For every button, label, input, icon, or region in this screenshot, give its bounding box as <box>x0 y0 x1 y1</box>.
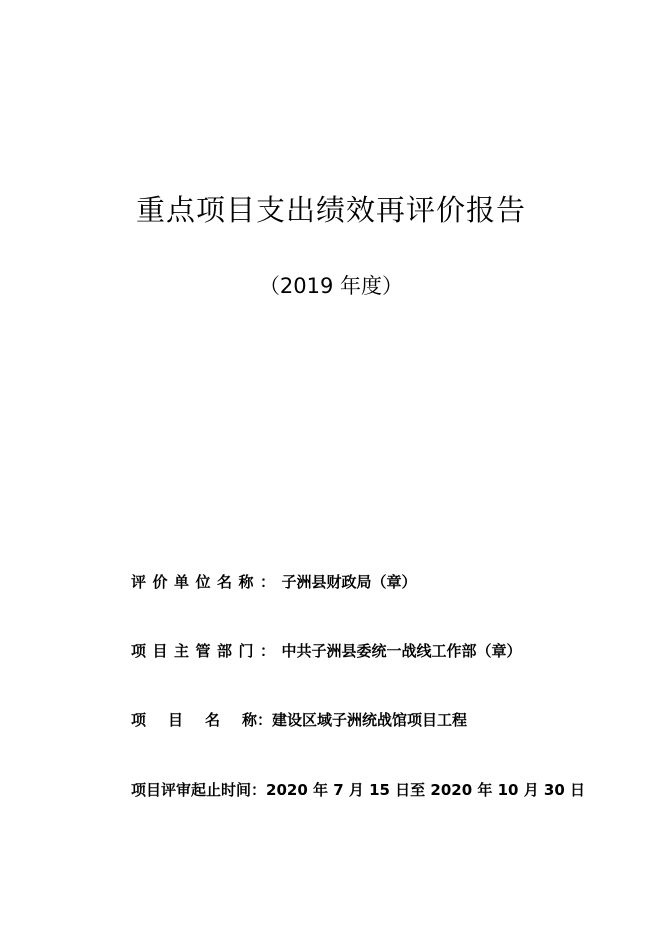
document-year: （2019 年度） <box>258 274 404 298</box>
supervisor-label: 项目主管部门： <box>131 642 282 660</box>
project-row <box>131 709 467 731</box>
project-label <box>131 709 272 731</box>
supervisor-value: 中共子洲县委统一战线工作部（章） <box>281 642 522 660</box>
document-title: 重点项目支出绩效再评价报告 <box>135 193 526 227</box>
supervisor-row <box>131 640 522 662</box>
project-label-char: 项 <box>131 711 147 729</box>
evaluator-row <box>131 571 417 593</box>
evaluator-value: 子洲县财政局（章） <box>281 573 417 591</box>
project-value: 建设区域子洲统战馆项目工程 <box>272 711 468 729</box>
project-label-char: 名 <box>205 711 221 729</box>
period-label: 项目评审起止时间： <box>131 781 267 799</box>
period-row <box>131 779 585 801</box>
evaluator-label: 评价单位名称： <box>131 573 282 591</box>
project-label-char: 目 <box>168 711 184 729</box>
period-value: 2020 年 7 月 15 日至 2020 年 10 月 30 日 <box>266 781 586 799</box>
project-label-char: 称： <box>242 711 273 729</box>
